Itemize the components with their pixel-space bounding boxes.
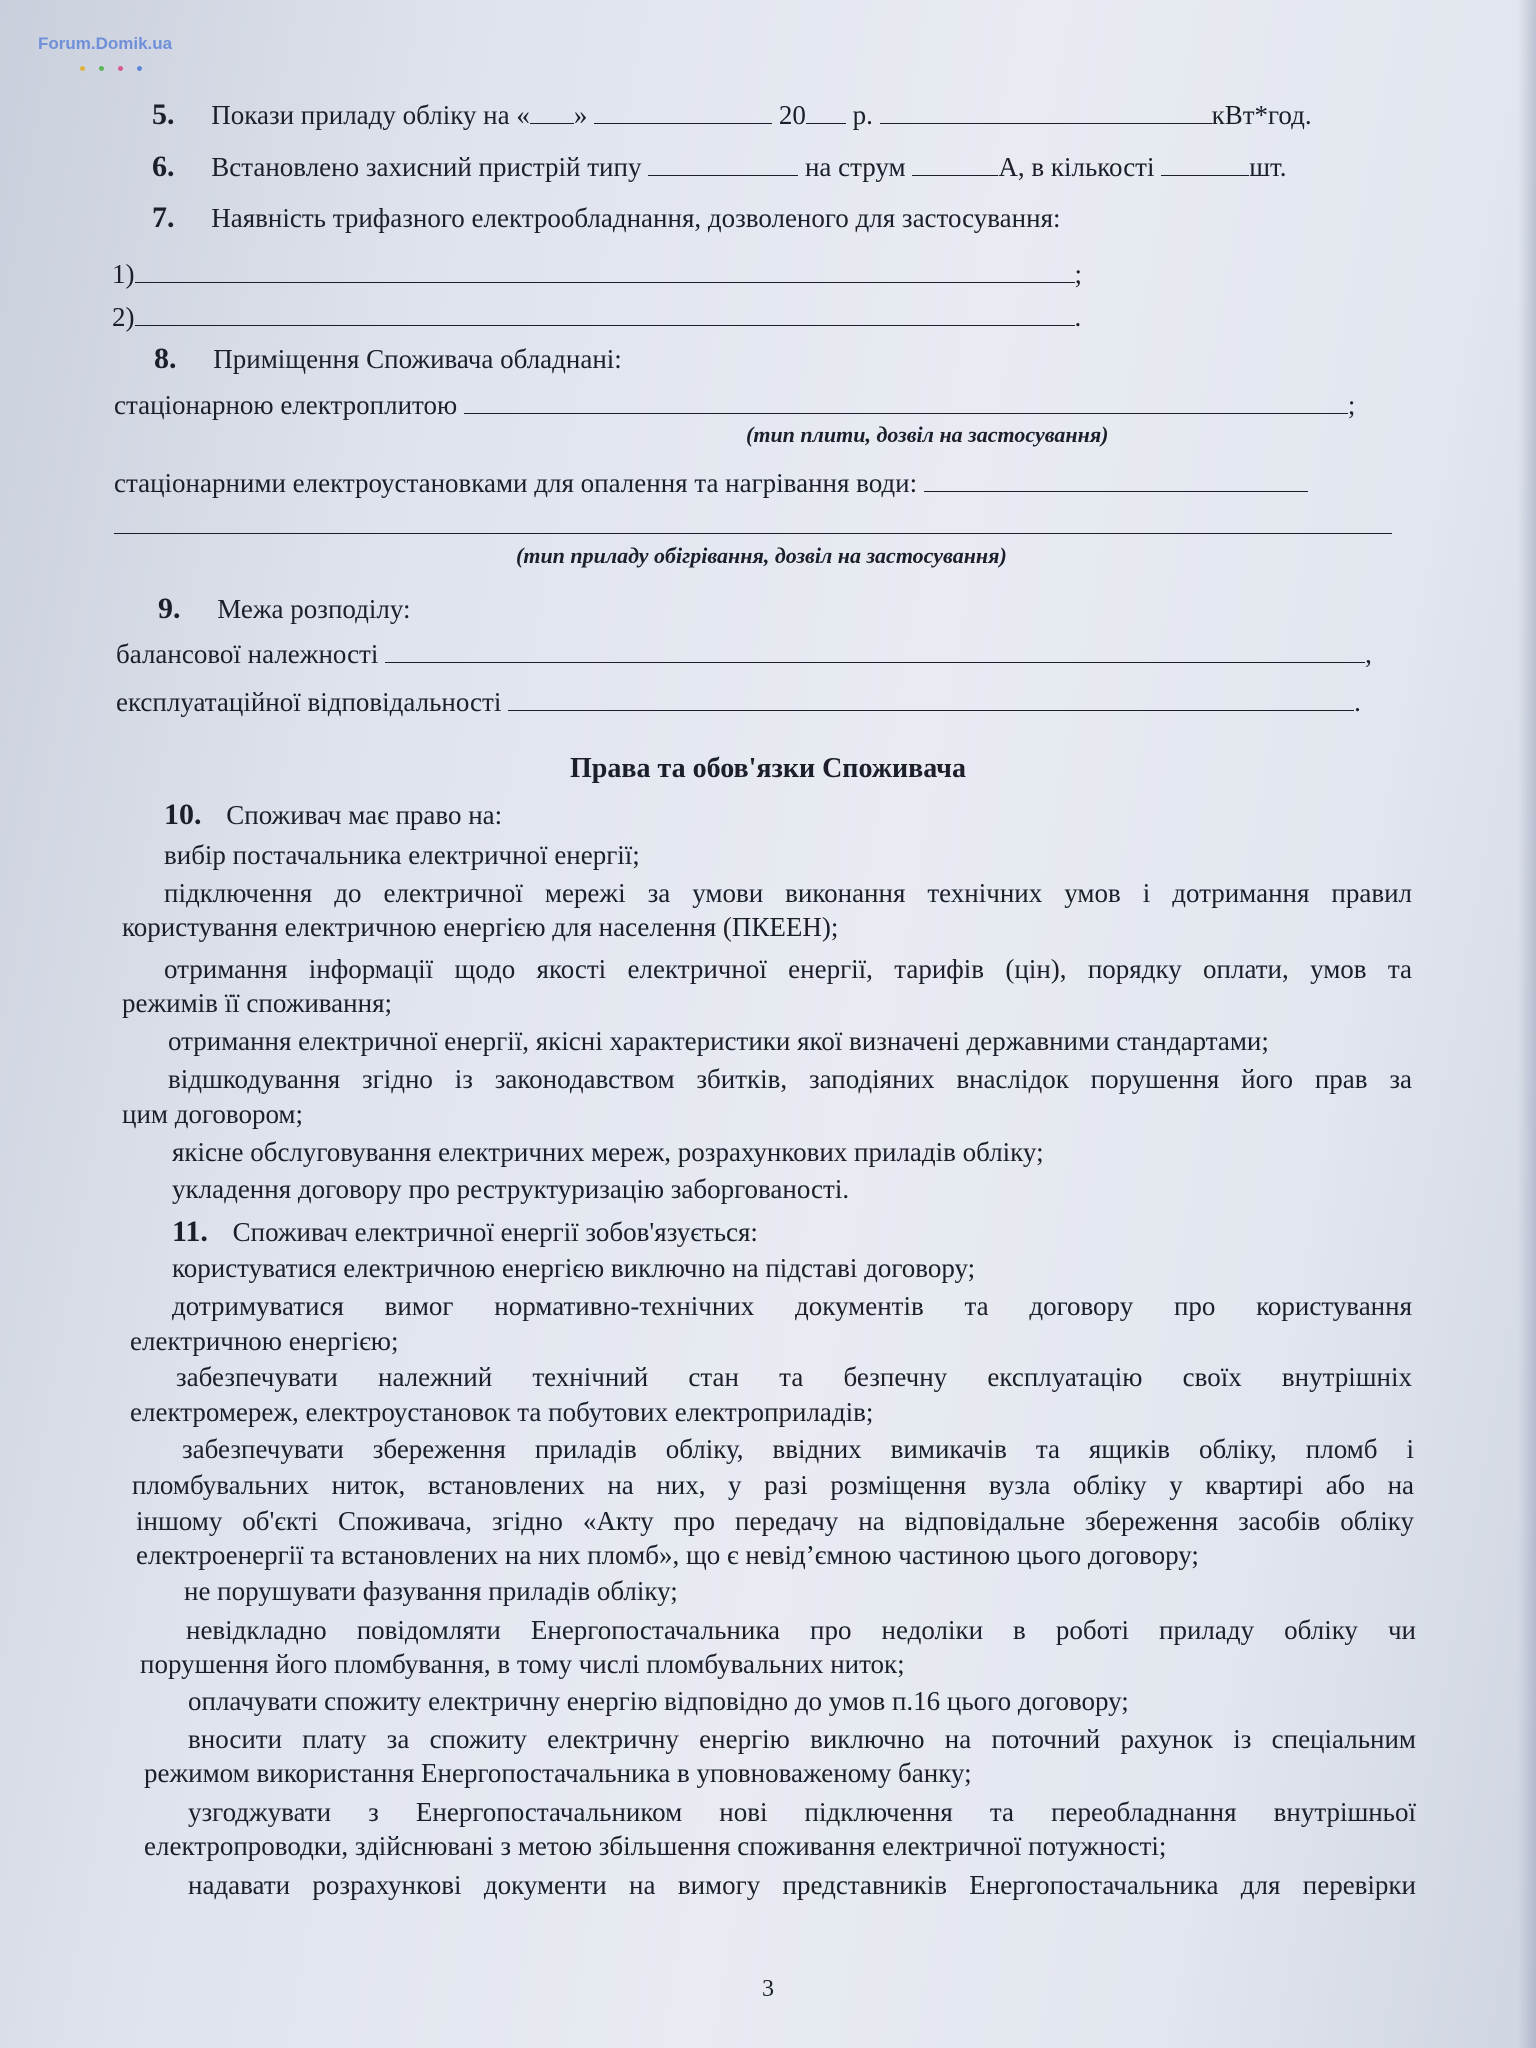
item-8 [154, 344, 622, 374]
item-7 [152, 203, 1060, 233]
item-text: А, в кількості [998, 152, 1155, 182]
list-line: узгоджувати з Енергопостачальником нові підключення та переобладнання внутрішньої [188, 1797, 1416, 1827]
item-text: стаціонарною електроплитою [114, 390, 458, 420]
item-text: шт. [1249, 152, 1287, 182]
list-line: невідкладно повідомляти Енергопостачальника про недоліки в роботі приладу обліку чи [186, 1615, 1416, 1645]
heating-hint: (тип приладу обігрівання, дозвіл на застосування) [516, 543, 1007, 568]
item-text: 1) [112, 259, 135, 289]
item-text: Споживач електричної енергії зобов'язується: [232, 1217, 758, 1247]
item-text: Покази приладу обліку на « [211, 100, 530, 130]
stove-hint: (тип плити, дозвіл на застосування) [746, 422, 1109, 447]
item-text: Встановлено захисний пристрій типу [211, 152, 642, 182]
item-9-balance [116, 641, 1372, 668]
item-text: р. [852, 100, 873, 130]
item-text: Приміщення Споживача обладнані: [213, 344, 622, 374]
list-line: порушення його пломбування, в тому числі пломбувальних ниток; [140, 1649, 905, 1679]
equipment-blank-1 [135, 281, 1075, 283]
item-8-heating-line [114, 512, 1392, 539]
watermark-dots [80, 58, 156, 76]
item-text: ; [1074, 259, 1083, 289]
item-text: 20 [778, 100, 806, 130]
year-blank [806, 122, 846, 124]
device-type-blank [648, 174, 798, 176]
current-blank [912, 174, 998, 176]
list-line: електромереж, електроустановок та побутових електроприладів; [130, 1397, 874, 1427]
list-line: вибір постачальника електричної енергії; [164, 840, 640, 870]
item-text: на струм [804, 152, 906, 182]
list-line: отримання електричної енергії, якісні характеристики якої визначені державними стандартами; [168, 1026, 1269, 1056]
item-11 [172, 1217, 758, 1247]
list-line: електропроводки, здійснювані з метою збільшення споживання електричної потужності; [144, 1831, 1167, 1861]
list-line: користуватися електричною енергією виключно на підставі договору; [172, 1253, 976, 1283]
item-text: . [1354, 687, 1361, 717]
item-9-exploitation [116, 689, 1361, 716]
item-number: 7. [152, 201, 175, 234]
list-line: отримання інформації щодо якості електричної енергії, тарифів (цін), порядку оплати, умов та [164, 954, 1412, 984]
heating-blank-2 [114, 532, 1392, 534]
item-6 [152, 152, 1287, 182]
item-number: 6. [152, 150, 175, 183]
watermark: Forum.Domik.ua [38, 34, 173, 53]
balance-blank [385, 661, 1365, 663]
exploitation-blank [508, 709, 1354, 711]
list-line: іншому об'єкті Споживача, згідно «Акту про передачу на відповідальне збереження засобів обліку [136, 1506, 1414, 1536]
item-text: експлуатаційної відповідальності [116, 687, 502, 717]
item-text: балансової належності [116, 639, 379, 669]
item-text: » [573, 100, 588, 130]
quantity-blank [1161, 174, 1249, 176]
list-line: укладення договору про реструктуризацію заборгованості. [172, 1174, 850, 1204]
reading-blank [880, 122, 1212, 124]
list-line: користування електричною енергією для населення (ПКЕЕН); [122, 912, 839, 942]
item-text: стаціонарними електроустановками для опалення та нагрівання води: [114, 468, 918, 498]
item-5 [152, 100, 1312, 130]
item-text: 2) [112, 302, 135, 332]
item-number: 11. [172, 1215, 208, 1248]
item-text: ; [1347, 390, 1356, 420]
list-line: оплачувати спожиту електричну енергію відповідно до умов п.16 цього договору; [188, 1686, 1129, 1716]
list-line: дотримуватися вимог нормативно-технічних документів та договору про користування [172, 1291, 1412, 1321]
list-line: якісне обслуговування електричних мереж, розрахункових приладів обліку; [172, 1137, 1044, 1167]
item-text: Наявність трифазного електрообладнання, дозволеного для застосування: [211, 203, 1061, 233]
list-line: пломбувальних ниток, встановлених на них, у разі розміщення вузла обліку у квартирі або на [132, 1470, 1414, 1500]
heating-blank [924, 490, 1308, 492]
list-line: режимів її споживання; [122, 988, 392, 1018]
list-line: надавати розрахункові документи на вимогу представників Енергопостачальника для перевірки [188, 1870, 1416, 1900]
item-text: , [1365, 639, 1372, 669]
page-edge-shadow [1518, 0, 1536, 2048]
item-number: 5. [152, 98, 175, 131]
list-line: підключення до електричної мережі за умови виконання технічних умов і дотримання правил [164, 878, 1412, 908]
stove-blank [464, 412, 1348, 414]
item-7-line-2 [112, 304, 1081, 331]
month-blank [594, 122, 772, 124]
list-line: вносити плату за спожиту електричну енергію виключно на поточний рахунок із спеціальним [188, 1724, 1416, 1754]
item-number: 8. [154, 342, 177, 375]
item-9 [158, 594, 410, 624]
list-line: не порушувати фазування приладів обліку; [184, 1576, 678, 1606]
item-7-line-1 [112, 261, 1082, 288]
item-text: кВт*год. [1211, 100, 1312, 130]
list-line: режимом використання Енергопостачальника в уповноваженому банку; [144, 1758, 972, 1788]
list-line: забезпечувати належний технічний стан та безпечну експлуатацію своїх внутрішніх [176, 1362, 1412, 1392]
list-line: відшкодування згідно із законодавством збитків, заподіяних внаслідок порушення його прав за [168, 1064, 1412, 1094]
item-8-heating [114, 470, 1308, 497]
item-number: 9. [158, 592, 181, 625]
page-number: 3 [762, 1976, 774, 2002]
item-8-stove [114, 392, 1355, 419]
item-text: Споживач має право на: [226, 800, 503, 830]
item-10 [164, 800, 502, 830]
list-line: електроенергії та встановлених на них пломб», що є невід’ємною частиною цього договору; [136, 1540, 1199, 1570]
equipment-blank-2 [135, 324, 1075, 326]
list-line: забезпечувати збереження приладів обліку, ввідних вимикачів та ящиків обліку, пломб і [182, 1434, 1414, 1464]
item-number: 10. [164, 798, 202, 831]
day-blank [530, 122, 574, 124]
section-title: Права та обов'язки Споживача [570, 753, 966, 784]
list-line: електричною енергією; [130, 1326, 399, 1356]
item-text: . [1074, 302, 1082, 332]
item-text: Межа розподілу: [217, 594, 411, 624]
list-line: цим договором; [122, 1099, 304, 1129]
